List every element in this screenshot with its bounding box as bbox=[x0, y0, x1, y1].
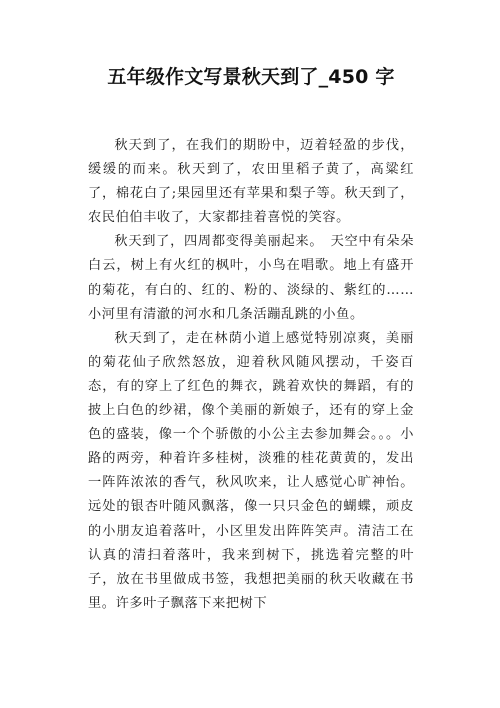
paragraph: 秋天到了，在我们的期盼中，迈着轻盈的步伐，缓缓的而来。秋天到了，农田里稻子黄了，高粱红了，棉花白了;果园里还有苹果和梨子等。秋天到了，农民伯伯丰收了，大家都挂着喜悦的笑容。 bbox=[88, 138, 414, 226]
paragraph: 秋天到了，走在林荫小道上感觉特别凉爽，美丽的菊花仙子欣然怒放，迎着秋风随风摆动，千姿百态，有的穿上了红色的舞衣，跳着欢快的舞蹈，有的披上白色的纱裙，像个美丽的新娘子，还有的穿上金色的盛装，像一个个骄傲的小公主去参加舞会。。。小路的两旁，种着许多桂树，淡雅的桂花黄黄的，发出一阵阵浓浓的香气，秋风吹来，让人感觉心旷神怡。远处的银杏叶随风飘落，像一只只金色的蝴蝶，顽皮的小朋友追着落叶，小区里发出阵阵笑声。清洁工在认真的清扫着落叶，我来到树下，挑选着完整的叶子，放在书里做成书签，我想把美丽的秋天收藏在书里。许多叶子飘落下来把树下 bbox=[88, 330, 414, 611]
document-title: 五年级作文写景秋天到了_450 字 bbox=[107, 66, 395, 88]
paragraph: 秋天到了，四周都变得美丽起来。 天空中有朵朵白云，树上有火红的枫叶，小鸟在唱歌。地上有盛开的菊花，有白的、红的、粉的、淡绿的、紫红的……小河里有清澈的河水和几条活蹦乱跳的小鱼。 bbox=[88, 234, 414, 322]
document-body bbox=[88, 134, 414, 616]
